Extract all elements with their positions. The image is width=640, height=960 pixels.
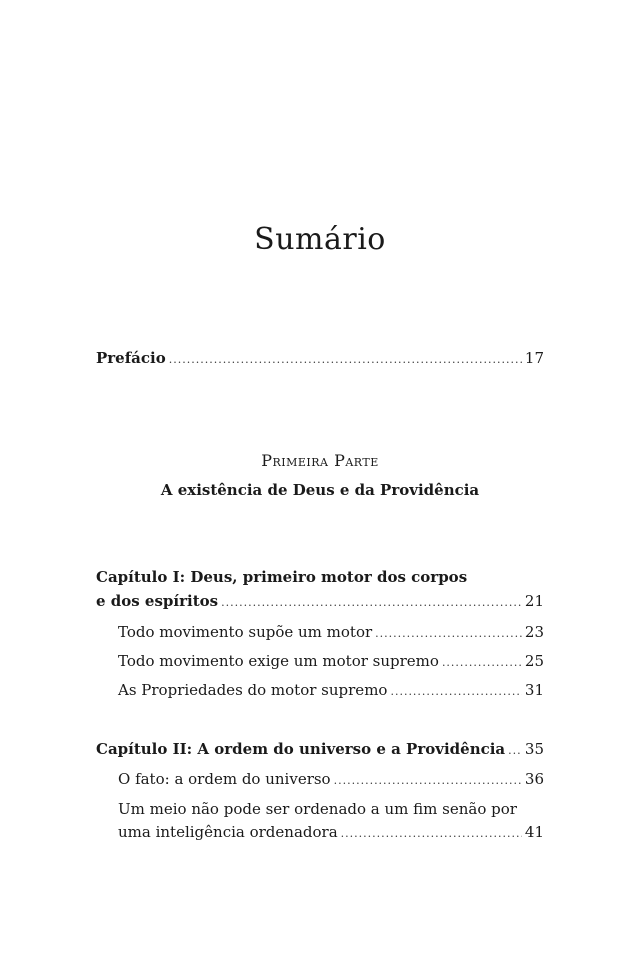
toc-entry-label: uma inteligência ordenadora [118,823,338,841]
toc-page-number: 17 [524,349,544,367]
toc-section[interactable] [118,769,544,791]
toc-entry-label: O fato: a ordem do universo [118,770,331,788]
toc-section-line1[interactable]: Um meio não pode ser ordenado a um fim senão por [118,800,517,818]
toc-entry-label: Todo movimento supõe um motor [118,623,373,641]
dot-leader [442,653,522,673]
toc-section[interactable] [118,680,544,702]
toc-section[interactable] [118,822,544,844]
part-title: Primeira Parte [261,451,379,470]
toc-entry-label: Prefácio [96,349,166,367]
dot-leader [334,771,522,791]
toc-entry-prefacio[interactable] [96,348,544,370]
toc-section[interactable] [118,651,544,673]
dot-leader [508,741,522,761]
toc-entry-label: As Propriedades do motor supremo [118,681,388,699]
dot-leader [169,350,522,370]
toc-page-number: 41 [524,823,544,841]
toc-page-number: 35 [524,740,544,758]
toc-page-number: 31 [524,681,544,699]
dot-leader [375,624,522,644]
page-title: Sumário [254,222,386,257]
toc-entry-label: Capítulo II: A ordem do universo e a Providência [96,740,506,758]
toc-page-number: 21 [524,592,544,610]
toc-entry-label: e dos espíritos [96,592,219,610]
toc-page-number: 23 [524,623,544,641]
dot-leader [341,824,522,844]
toc-page-number: 25 [524,652,544,670]
toc-section[interactable] [118,622,544,644]
toc-entry-chapter-1[interactable] [96,591,544,613]
toc-entry-chapter-2[interactable] [96,739,544,761]
toc-chapter-1-line1[interactable]: Capítulo I: Deus, primeiro motor dos corpos [96,568,468,586]
toc-page-number: 36 [524,770,544,788]
dot-leader [221,593,522,613]
dot-leader [390,682,521,702]
toc-entry-label: Todo movimento exige um motor supremo [118,652,439,670]
part-subtitle: A existência de Deus e da Providência [160,481,480,499]
